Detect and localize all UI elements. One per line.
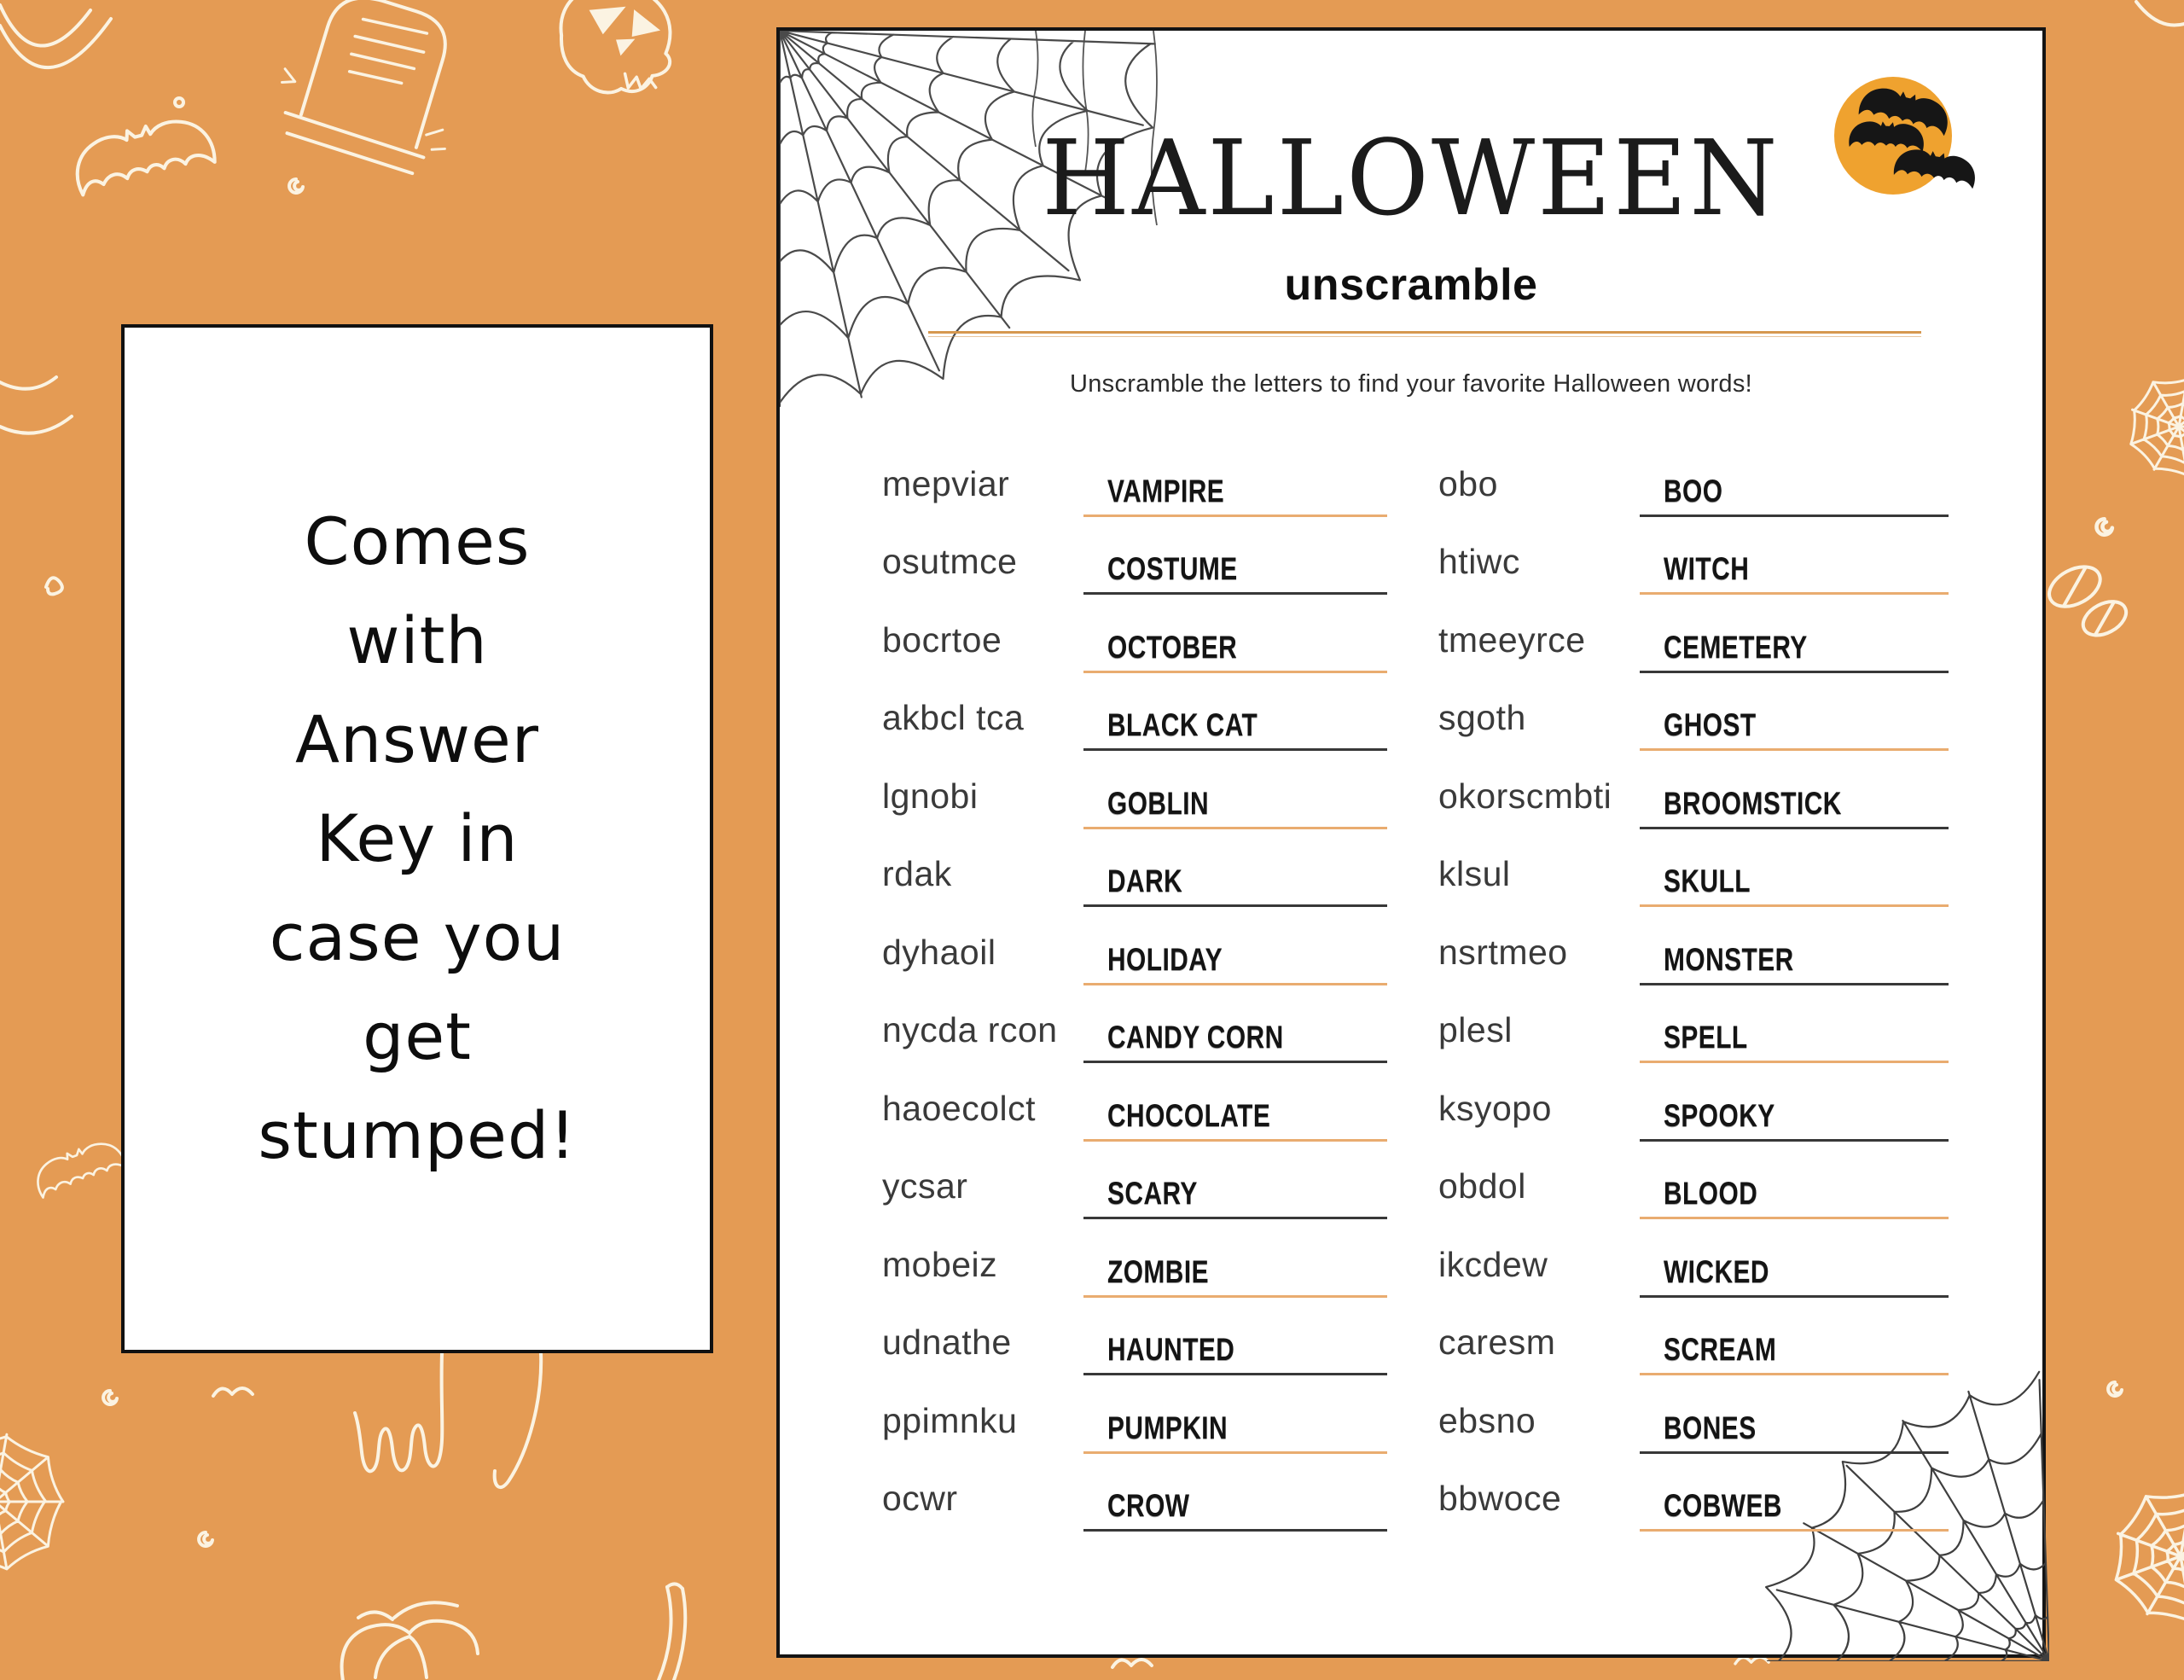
curve-doodle [2136, 2, 2184, 26]
answer-word: CANDY CORN [1107, 1020, 1284, 1055]
divider-line [928, 331, 1921, 334]
word-row [1438, 673, 1949, 752]
answer-blank [1083, 941, 1387, 985]
scrambled-word: tmeeyrce [1438, 619, 1586, 660]
pumpkin-icon [0, 5, 111, 67]
answer-word: SCREAM [1664, 1332, 1777, 1368]
answer-word: HOLIDAY [1107, 941, 1223, 978]
answer-blank [1640, 1097, 1949, 1142]
answer-word: BOO [1664, 473, 1723, 509]
answer-word: WICKED [1664, 1253, 1769, 1290]
scrambled-word: obdol [1438, 1166, 1526, 1206]
word-row [882, 1454, 1387, 1532]
scrambled-word: ycsar [882, 1166, 968, 1206]
answer-word: COSTUME [1107, 551, 1238, 587]
answer-blank [1640, 1488, 1949, 1532]
scrambled-word: okorscmbti [1438, 776, 1612, 816]
answer-blank [1640, 1410, 1949, 1454]
spiderweb-icon [2116, 1491, 2184, 1622]
scrambled-word: htiwc [1438, 542, 1520, 581]
pumpkin-icon [342, 1602, 478, 1680]
word-row [882, 1298, 1387, 1376]
answer-word: BONES [1664, 1410, 1757, 1446]
answer-blank [1083, 863, 1387, 907]
answer-word: OCTOBER [1107, 629, 1238, 666]
promo-text-line: stumped! [258, 1097, 577, 1173]
answer-blank [1640, 1253, 1949, 1298]
promo-text-line: Answer [295, 701, 539, 777]
page-subtitle: unscramble [1284, 260, 1538, 310]
swirl-icon [2108, 1382, 2122, 1396]
answer-word: SKULL [1664, 863, 1751, 899]
scrambled-word: ocwr [882, 1479, 958, 1518]
answer-word: BROOMSTICK [1664, 785, 1842, 822]
answer-word: GHOST [1664, 707, 1757, 743]
word-row [1438, 1063, 1949, 1142]
unscramble-list-left [882, 439, 1387, 1532]
answer-word: BLOOD [1664, 1176, 1758, 1212]
answer-blank [1640, 707, 1949, 751]
scrambled-word: nycda rcon [882, 1010, 1058, 1049]
swirl-icon [103, 1391, 117, 1404]
spiderweb-icon [0, 1434, 63, 1569]
answer-blank [1083, 551, 1387, 595]
word-row [882, 595, 1387, 673]
answer-word: SPOOKY [1664, 1097, 1775, 1134]
scrambled-word: sgoth [1438, 698, 1526, 737]
word-row [882, 829, 1387, 908]
skull-icon [553, 0, 680, 101]
answer-blank [1083, 707, 1387, 751]
instructions-text: Unscramble the letters to find your favorite Halloween words! [1069, 370, 1753, 398]
scrambled-word: ebsno [1438, 1400, 1536, 1440]
word-row [882, 1142, 1387, 1220]
scrambled-word: akbcl tca [882, 698, 1025, 737]
squiggle-icon [213, 1388, 253, 1396]
bat-icon [31, 1136, 126, 1198]
word-row [1438, 985, 1949, 1064]
swirl-icon [2097, 519, 2112, 534]
answer-word: SCARY [1107, 1176, 1198, 1212]
word-row [1438, 1219, 1949, 1298]
word-row [1438, 907, 1949, 985]
promo-text-line: case you [269, 899, 566, 975]
answer-blank [1083, 1253, 1387, 1298]
spiderweb-icon [2131, 378, 2184, 475]
dot-icon [175, 98, 183, 107]
answer-word: MONSTER [1664, 941, 1794, 978]
word-row [882, 907, 1387, 985]
answer-word: GOBLIN [1107, 785, 1209, 822]
swirl-icon [199, 1532, 212, 1546]
promo-text-line: get [363, 998, 472, 1074]
answer-blank [1640, 1020, 1949, 1063]
bat-icon [69, 112, 216, 195]
word-row [1438, 751, 1949, 829]
word-row [1438, 1454, 1949, 1532]
scrambled-word: plesl [1438, 1010, 1513, 1049]
answer-blank [1640, 473, 1949, 517]
scrambled-word: obo [1438, 463, 1498, 503]
answer-blank [1640, 1332, 1949, 1375]
scrambled-word: mepviar [882, 463, 1010, 503]
word-row [1438, 1375, 1949, 1454]
word-row [882, 517, 1387, 596]
answer-blank [1640, 785, 1949, 829]
word-row [882, 985, 1387, 1064]
answer-blank [1083, 1332, 1387, 1375]
curve-doodle [0, 377, 72, 433]
word-row [882, 1219, 1387, 1298]
word-row [1438, 517, 1949, 596]
word-row [1438, 595, 1949, 673]
word-row [1438, 829, 1949, 908]
promo-text-line: Comes [304, 503, 531, 579]
promo-box [121, 324, 713, 1353]
answer-blank [1640, 941, 1949, 985]
answer-blank [1083, 473, 1387, 517]
scrambled-word: haoecolct [882, 1088, 1037, 1128]
answer-blank [1083, 1176, 1387, 1219]
scrambled-word: bocrtoe [882, 619, 1002, 660]
broom-handle-doodle [659, 1584, 685, 1680]
scrambled-word: osutmce [882, 542, 1018, 581]
curl-doodle [46, 578, 62, 594]
scrambled-word: nsrtmeo [1438, 932, 1568, 972]
answer-blank [1640, 1176, 1949, 1219]
scrambled-word: dyhaoil [882, 932, 996, 972]
answer-blank [1083, 629, 1387, 673]
unscramble-list-right [1438, 439, 1949, 1532]
answer-word: BLACK CAT [1107, 707, 1258, 743]
answer-word: CROW [1107, 1488, 1190, 1524]
word-row [882, 439, 1387, 517]
answer-blank [1640, 863, 1949, 907]
swirl-icon [289, 179, 303, 193]
scrambled-word: ikcdew [1438, 1244, 1548, 1284]
word-row [1438, 1298, 1949, 1376]
scrambled-word: ksyopo [1438, 1088, 1552, 1128]
word-row [1438, 439, 1949, 517]
scrambled-word: caresm [1438, 1322, 1556, 1362]
promo-text-line: Key in [316, 800, 519, 876]
answer-blank [1640, 629, 1949, 673]
answer-blank [1083, 1488, 1387, 1532]
tombstone-icon [264, 0, 485, 186]
scrambled-word: lgnobi [882, 776, 979, 816]
answer-word: CEMETERY [1664, 629, 1808, 666]
answer-word: COBWEB [1664, 1488, 1782, 1524]
answer-word: PUMPKIN [1107, 1410, 1228, 1446]
scrambled-word: rdak [882, 854, 952, 893]
answer-word: HAUNTED [1107, 1332, 1235, 1368]
answer-blank [1640, 551, 1949, 595]
word-row [882, 1375, 1387, 1454]
scrambled-word: mobeiz [882, 1244, 998, 1284]
scrambled-word: klsul [1438, 854, 1511, 893]
word-row [882, 1063, 1387, 1142]
answer-blank [1083, 1410, 1387, 1454]
word-row [1438, 1142, 1949, 1220]
scrambled-word: ppimnku [882, 1400, 1018, 1440]
answer-word: ZOMBIE [1107, 1253, 1209, 1290]
answer-word: CHOCOLATE [1107, 1097, 1271, 1134]
answer-word: WITCH [1664, 551, 1750, 587]
answer-word: SPELL [1664, 1020, 1748, 1055]
answer-word: VAMPIRE [1107, 473, 1225, 509]
answer-word: DARK [1107, 863, 1183, 899]
word-row [882, 673, 1387, 752]
promo-text-line: with [346, 602, 488, 678]
word-row [882, 751, 1387, 829]
scrambled-word: bbwoce [1438, 1479, 1562, 1518]
scrambled-word: udnathe [882, 1322, 1012, 1362]
answer-blank [1083, 785, 1387, 829]
answer-blank [1083, 1020, 1387, 1063]
worksheet-page [776, 27, 2046, 1658]
page-title: HALLOWEEN [1042, 117, 1780, 240]
drip-squiggle-doodle [355, 1353, 541, 1487]
answer-blank [1083, 1097, 1387, 1142]
